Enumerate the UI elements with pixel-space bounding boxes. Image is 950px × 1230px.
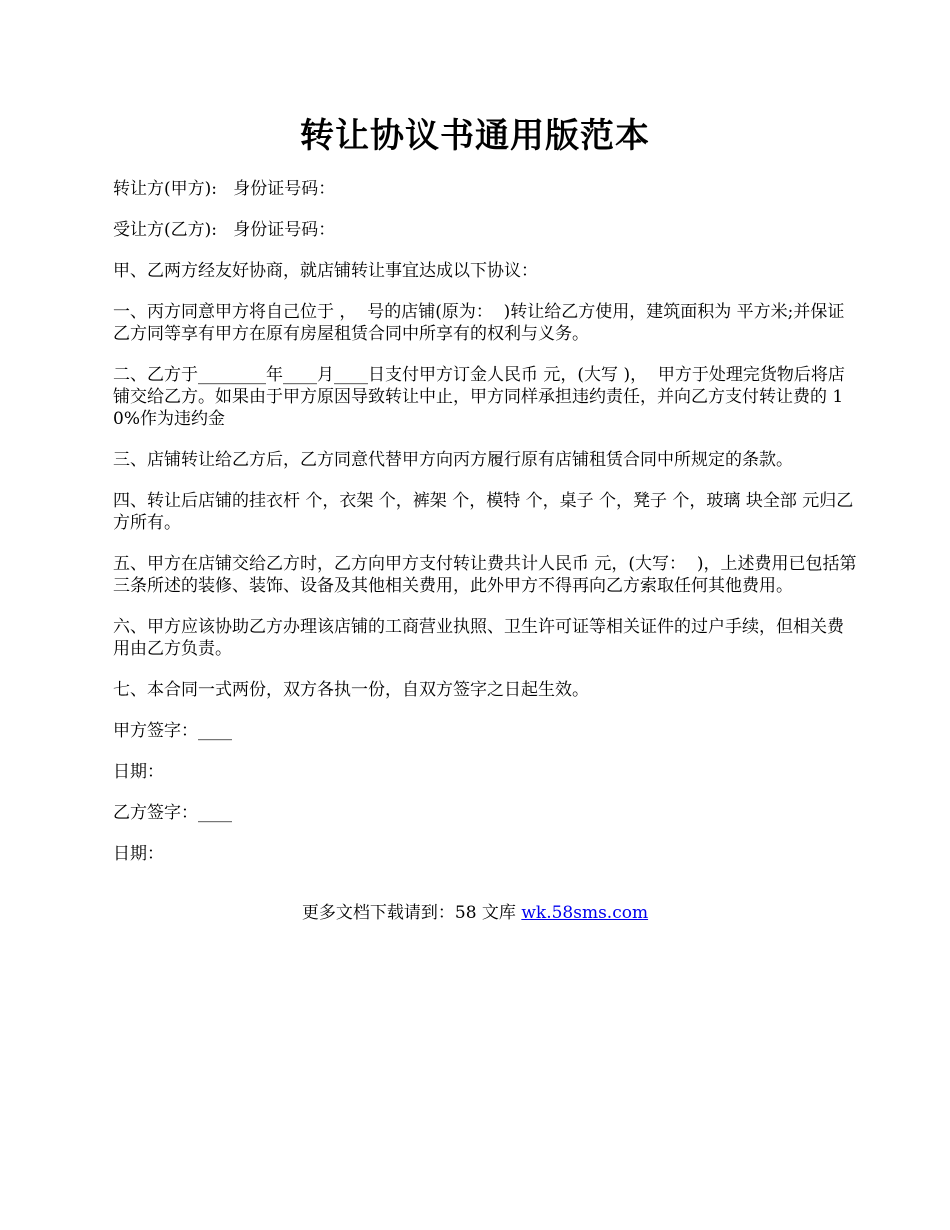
party-b-line: 受让方(乙方): 身份证号码：: [113, 220, 336, 240]
footer: [0, 900, 950, 926]
party-b-signature: 乙方签字：____: [113, 803, 232, 823]
party-b-date: 日期：: [113, 844, 164, 864]
document-body: [113, 178, 858, 884]
footer-link[interactable]: wk.58sms.com: [521, 903, 649, 923]
party-a-signature: 甲方签字：____: [113, 721, 232, 741]
clause-1: 一、丙方同意甲方将自己位于 ， 号的店铺(原为： )转让给乙方使用，建筑面积为 平方米;并保证乙方同等享有甲方在原有房屋租赁合同中所享有的权利与义务。: [113, 302, 845, 344]
clause-5: 五、甲方在店铺交给乙方时，乙方向甲方支付转让费共计人民币 元，(大写： )，上述费用已包括第三条所述的装修、装饰、设备及其他相关费用，此外甲方不得再向乙方索取任何其他费用。: [113, 554, 857, 596]
clause-3: 三、店铺转让给乙方后，乙方同意代替甲方向丙方履行原有店铺租赁合同中所规定的条款。: [113, 450, 793, 470]
agreement-intro: 甲、乙两方经友好协商，就店铺转让事宜达成以下协议：: [113, 261, 538, 281]
clause-7: 七、本合同一式两份，双方各执一份，自双方签字之日起生效。: [113, 680, 589, 700]
party-a-line: 转让方(甲方): 身份证号码：: [113, 179, 336, 199]
clause-6: 六、甲方应该协助乙方办理该店铺的工商营业执照、卫生许可证等相关证件的过户手续，但相关费用由乙方负责。: [113, 617, 844, 659]
clause-2: 二、乙方于________年____月____日支付甲方订金人民币 元，(大写 )， 甲方于处理完货物后将店铺交给乙方。如果由于甲方原因导致转让中止，甲方同样承担违约责任，并向乙方支付转让费的 10%作为违约金: [113, 365, 845, 429]
clause-4: 四、转让后店铺的挂衣杆 个，衣架 个，裤架 个，模特 个，桌子 个，凳子 个，玻璃 块全部 元归乙方所有。: [113, 491, 854, 533]
footer-text: 更多文档下载请到：58 文库: [301, 903, 522, 923]
party-a-date: 日期：: [113, 762, 164, 782]
document-title: 转让协议书通用版范本: [300, 116, 650, 156]
